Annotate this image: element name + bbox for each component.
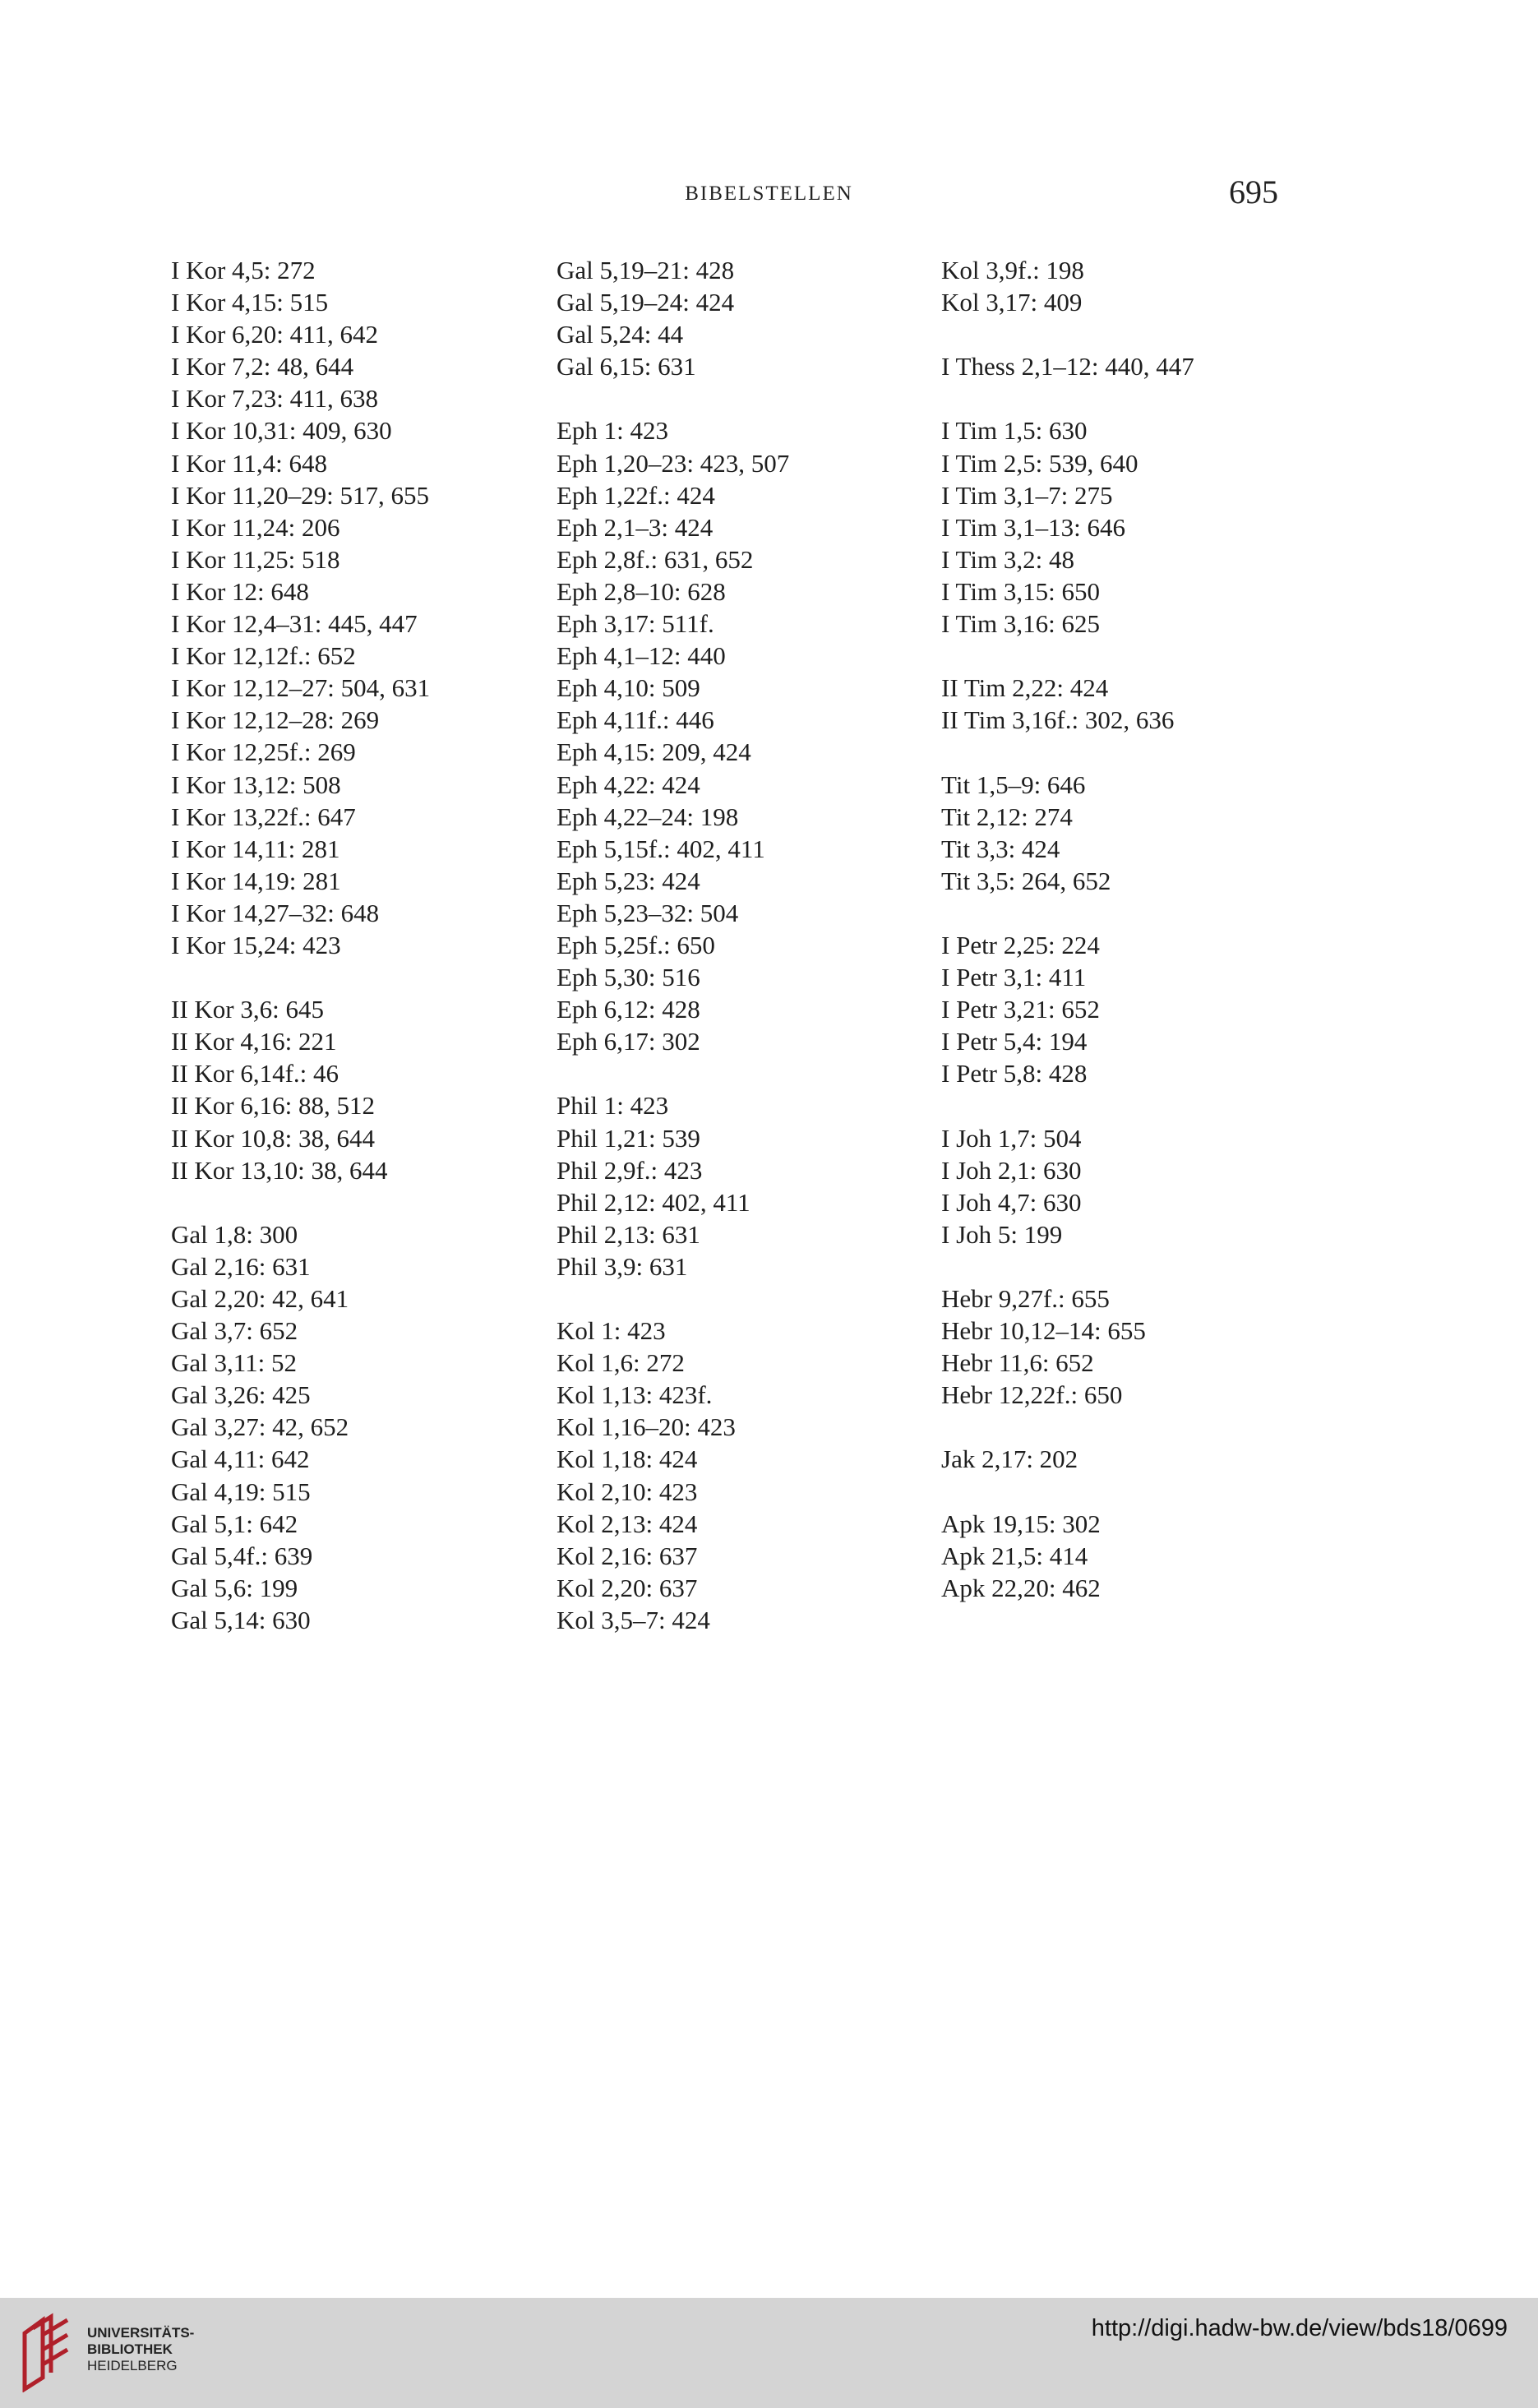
index-entry: Kol 3,17: 409 (941, 288, 1083, 317)
index-entry: Hebr 10,12–14: 655 (941, 1316, 1146, 1346)
index-entry: Phil 2,12: 402, 411 (557, 1187, 751, 1217)
index-entry: Gal 6,15: 631 (557, 352, 696, 381)
index-entry: Gal 3,11: 52 (171, 1348, 297, 1378)
entry-gap (557, 1057, 935, 1089)
entry-gap (941, 897, 1319, 929)
index-entry: Eph 4,11f.: 446 (557, 705, 714, 735)
index-entry: Tit 3,5: 264, 652 (941, 866, 1111, 895)
index-entry: I Kor 7,2: 48, 644 (171, 352, 354, 381)
entry-gap (941, 1250, 1319, 1283)
index-entry: Hebr 9,27f.: 655 (941, 1284, 1110, 1313)
source-url-link[interactable]: http://digi.hadw-bw.de/view/bds18/0699 (1091, 2315, 1508, 2341)
index-entry: I Tim 3,2: 48 (941, 544, 1074, 574)
index-entry: Eph 2,8–10: 628 (557, 576, 726, 606)
entry-gap (941, 1476, 1319, 1508)
index-entry: I Kor 13,12: 508 (171, 770, 341, 799)
index-entry: Eph 5,23: 424 (557, 866, 700, 895)
index-entry: I Joh 4,7: 630 (941, 1187, 1082, 1217)
entry-gap (941, 1089, 1319, 1121)
index-entry: I Kor 11,20–29: 517, 655 (171, 480, 429, 510)
index-entry: Tit 3,3: 424 (941, 834, 1060, 863)
index-entry: I Petr 5,8: 428 (941, 1059, 1088, 1088)
entry-gap (941, 640, 1319, 672)
index-entry: Apk 19,15: 302 (941, 1509, 1101, 1538)
index-entry: II Kor 3,6: 645 (171, 995, 324, 1024)
index-entry: Phil 3,9: 631 (557, 1251, 688, 1281)
index-entry: II Kor 6,16: 88, 512 (171, 1091, 375, 1121)
entry-gap (171, 1186, 549, 1218)
index-entry: Jak 2,17: 202 (941, 1444, 1078, 1474)
index-column-2 (557, 254, 935, 1636)
index-entry: Eph 4,22–24: 198 (557, 802, 739, 831)
index-entry: I Petr 2,25: 224 (941, 930, 1100, 959)
index-entry: I Kor 12,4–31: 445, 447 (171, 609, 418, 639)
index-entry: Gal 4,11: 642 (171, 1444, 310, 1474)
index-entry: II Kor 13,10: 38, 644 (171, 1155, 388, 1185)
index-entry: I Kor 4,5: 272 (171, 256, 316, 284)
index-entry: Gal 3,26: 425 (171, 1380, 311, 1410)
index-entry: Gal 3,27: 42, 652 (171, 1412, 349, 1442)
index-entry: I Kor 12: 648 (171, 576, 309, 606)
index-entry: Gal 2,16: 631 (171, 1251, 311, 1281)
index-entry: II Kor 6,14f.: 46 (171, 1059, 339, 1088)
index-entry: I Tim 3,1–13: 646 (941, 512, 1125, 542)
index-entry: Gal 2,20: 42, 641 (171, 1284, 349, 1313)
index-entry: I Kor 13,22f.: 647 (171, 802, 356, 831)
index-entry: I Petr 3,1: 411 (941, 963, 1087, 992)
index-entry: I Tim 3,1–7: 275 (941, 480, 1113, 510)
index-entry: I Joh 5: 199 (941, 1219, 1063, 1249)
index-entry: Eph 1,22f.: 424 (557, 480, 715, 510)
index-entry: I Kor 14,27–32: 648 (171, 898, 380, 927)
index-entry: II Kor 10,8: 38, 644 (171, 1123, 375, 1153)
index-entry: I Kor 4,15: 515 (171, 288, 329, 317)
index-entry: I Kor 6,20: 411, 642 (171, 320, 378, 349)
index-entry: Kol 3,5–7: 424 (557, 1605, 710, 1634)
index-entry: I Kor 14,11: 281 (171, 834, 340, 863)
index-entry: Eph 4,22: 424 (557, 770, 700, 799)
index-entry: Eph 5,15f.: 402, 411 (557, 834, 765, 863)
running-header: BIBELSTELLEN (685, 183, 853, 205)
index-entry: Tit 2,12: 274 (941, 802, 1073, 831)
index-entry: Eph 6,17: 302 (557, 1027, 700, 1056)
logo-line-1: UNIVERSITÄTS- (87, 2325, 195, 2341)
index-entry: I Joh 1,7: 504 (941, 1123, 1082, 1153)
index-entry: Eph 6,12: 428 (557, 995, 700, 1024)
logo-line-3: HEIDELBERG (87, 2358, 178, 2373)
index-entry: Phil 2,9f.: 423 (557, 1155, 703, 1185)
index-entry: Eph 4,1–12: 440 (557, 641, 726, 671)
index-entry: Kol 1,6: 272 (557, 1348, 685, 1378)
index-entry: Gal 5,19–24: 424 (557, 288, 735, 317)
index-entry: I Joh 2,1: 630 (941, 1155, 1082, 1185)
index-entry: I Tim 3,16: 625 (941, 609, 1100, 639)
index-entry: Gal 5,4f.: 639 (171, 1541, 313, 1570)
entry-gap (557, 382, 935, 414)
index-entry: Eph 4,15: 209, 424 (557, 737, 751, 767)
index-entry: Kol 1,16–20: 423 (557, 1412, 736, 1442)
entry-gap (941, 1411, 1319, 1443)
index-entry: I Kor 11,24: 206 (171, 512, 340, 542)
index-entry: Eph 5,30: 516 (557, 963, 700, 992)
index-entry: I Petr 3,21: 652 (941, 995, 1100, 1024)
index-entry: Eph 4,10: 509 (557, 673, 700, 703)
index-entry: Phil 1: 423 (557, 1091, 669, 1121)
index-entry: Eph 1,20–23: 423, 507 (557, 448, 790, 478)
index-entry: I Kor 12,25f.: 269 (171, 737, 356, 767)
library-logo-text (87, 2325, 194, 2374)
index-entry: I Kor 15,24: 423 (171, 930, 341, 959)
index-entry: Eph 2,1–3: 424 (557, 512, 714, 542)
index-entry: I Kor 7,23: 411, 638 (171, 384, 378, 414)
index-entry: I Thess 2,1–12: 440, 447 (941, 352, 1194, 381)
entry-gap (557, 1283, 935, 1315)
index-entry: Eph 2,8f.: 631, 652 (557, 544, 754, 574)
index-entry: Eph 1: 423 (557, 416, 669, 446)
index-entry: Kol 1,13: 423f. (557, 1380, 713, 1410)
index-entry: Eph 5,25f.: 650 (557, 930, 715, 959)
index-entry: II Tim 2,22: 424 (941, 673, 1109, 703)
index-entry: Hebr 12,22f.: 650 (941, 1380, 1123, 1410)
index-entry: I Kor 12,12–27: 504, 631 (171, 673, 431, 703)
entry-gap (941, 736, 1319, 768)
entry-gap (171, 961, 549, 993)
index-column-3 (941, 254, 1319, 1604)
index-entry: Kol 2,13: 424 (557, 1509, 698, 1538)
index-column-1 (171, 254, 549, 1636)
page-number: 695 (1229, 173, 1278, 210)
index-entry: Phil 1,21: 539 (557, 1123, 700, 1153)
index-entry: Gal 5,19–21: 428 (557, 256, 735, 284)
index-entry: I Tim 3,15: 650 (941, 576, 1100, 606)
index-entry: II Tim 3,16f.: 302, 636 (941, 705, 1175, 735)
index-entry: Kol 1: 423 (557, 1316, 666, 1346)
index-entry: I Kor 11,25: 518 (171, 544, 340, 574)
index-entry: Gal 1,8: 300 (171, 1219, 298, 1249)
entry-gap (941, 382, 1319, 414)
index-entry: Apk 22,20: 462 (941, 1573, 1101, 1602)
index-entry: I Tim 2,5: 539, 640 (941, 448, 1138, 478)
index-entry: I Tim 1,5: 630 (941, 416, 1088, 446)
index-entry: Gal 4,19: 515 (171, 1477, 311, 1506)
logo-line-2: BIBLIOTHEK (87, 2341, 173, 2357)
index-entry: I Kor 11,4: 648 (171, 448, 327, 478)
index-entry: Gal 3,7: 652 (171, 1316, 298, 1346)
index-entry: Eph 3,17: 511f. (557, 609, 714, 639)
index-entry: Hebr 11,6: 652 (941, 1348, 1094, 1378)
index-entry: Gal 5,1: 642 (171, 1509, 298, 1538)
index-entry: I Petr 5,4: 194 (941, 1027, 1088, 1056)
index-entry: Kol 2,20: 637 (557, 1573, 698, 1602)
library-logo-icon (18, 2310, 76, 2392)
index-entry: Kol 2,10: 423 (557, 1477, 698, 1506)
index-entry: I Kor 12,12–28: 269 (171, 705, 380, 735)
index-entry: Kol 3,9f.: 198 (941, 256, 1084, 284)
index-entry: I Kor 10,31: 409, 630 (171, 416, 392, 446)
index-entry: I Kor 14,19: 281 (171, 866, 341, 895)
entry-gap (941, 318, 1319, 350)
index-entry: Gal 5,24: 44 (557, 320, 684, 349)
index-entry: Kol 1,18: 424 (557, 1444, 698, 1474)
index-entry: Gal 5,14: 630 (171, 1605, 311, 1634)
index-entry: Tit 1,5–9: 646 (941, 770, 1086, 799)
index-entry: Eph 5,23–32: 504 (557, 898, 739, 927)
index-entry: I Kor 12,12f.: 652 (171, 641, 356, 671)
index-entry: Gal 5,6: 199 (171, 1573, 298, 1602)
index-entry: Kol 2,16: 637 (557, 1541, 698, 1570)
index-entry: Phil 2,13: 631 (557, 1219, 700, 1249)
index-entry: II Kor 4,16: 221 (171, 1027, 337, 1056)
index-entry: Apk 21,5: 414 (941, 1541, 1088, 1570)
